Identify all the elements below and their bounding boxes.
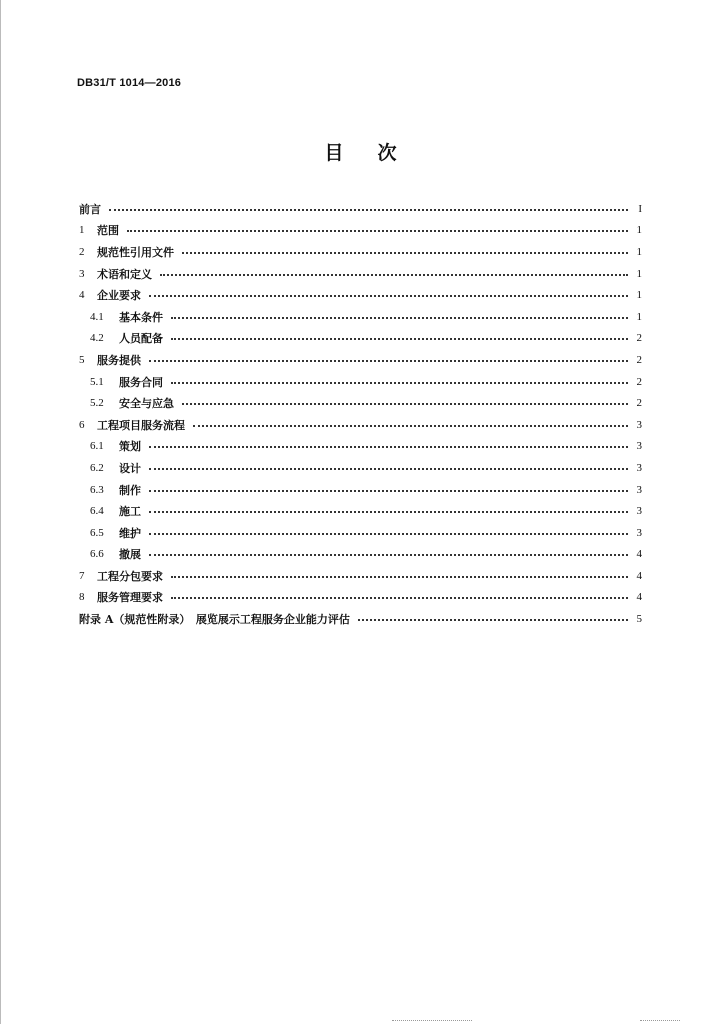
dot-leader: [149, 490, 628, 492]
scan-artifact: [640, 1020, 680, 1023]
dot-leader: [358, 619, 628, 621]
toc-entry-title: 撤展: [119, 548, 141, 562]
toc-entry-number: 7: [79, 569, 85, 582]
toc-entry-title: 制作: [119, 483, 141, 497]
dot-leader: [149, 511, 628, 513]
toc-entry[interactable]: [79, 241, 642, 263]
dot-leader: [109, 209, 628, 211]
dot-leader: [171, 317, 628, 319]
toc-entry[interactable]: [79, 436, 642, 458]
toc-entry-number: 6.4: [90, 505, 104, 518]
toc-entry[interactable]: [79, 500, 642, 522]
toc-entry-number: 8: [79, 591, 85, 604]
toc-entry-number: 3: [79, 267, 85, 280]
toc-entry-page: 5: [636, 613, 642, 626]
toc-entry-title: 术语和定义: [97, 267, 152, 281]
toc-entry[interactable]: [79, 479, 642, 501]
toc-entry-number: 5.1: [90, 375, 104, 388]
toc-entry-number: 6.6: [90, 548, 104, 561]
table-of-contents: [79, 198, 642, 630]
toc-entry-number: 6.1: [90, 440, 104, 453]
toc-entry[interactable]: [79, 371, 642, 393]
toc-entry-title: 规范性引用文件: [97, 245, 174, 259]
toc-entry-title: 基本条件: [119, 310, 163, 324]
toc-entry-number: 2: [79, 245, 85, 258]
toc-entry-page: 1: [636, 267, 642, 280]
toc-entry-title: 策划: [119, 440, 141, 454]
dot-leader: [149, 468, 628, 470]
toc-entry-page: 2: [636, 353, 642, 366]
toc-entry-title: 维护: [119, 526, 141, 540]
toc-entry-number: 6: [79, 418, 85, 431]
toc-entry[interactable]: [79, 263, 642, 285]
toc-entry-number: 4: [79, 289, 85, 302]
toc-entry-number: 6.3: [90, 483, 104, 496]
toc-entry-title: 施工: [119, 505, 141, 519]
dot-leader: [160, 274, 628, 276]
toc-entry[interactable]: [79, 284, 642, 306]
dot-leader: [171, 382, 628, 384]
toc-entry-page: 3: [636, 461, 642, 474]
toc-entry-number: 4.1: [90, 310, 104, 323]
toc-entry-page: 1: [636, 224, 642, 237]
toc-entry-page: 3: [636, 505, 642, 518]
toc-entry-title: 设计: [119, 461, 141, 475]
page-title: 目次: [324, 142, 431, 164]
toc-entry[interactable]: [79, 565, 642, 587]
toc-entry-page: 1: [636, 245, 642, 258]
toc-entry[interactable]: [79, 349, 642, 371]
toc-entry-number: 5: [79, 353, 85, 366]
toc-entry-number: 5.2: [90, 397, 104, 410]
toc-entry-page: 3: [636, 440, 642, 453]
toc-entry-page: 4: [636, 548, 642, 561]
toc-entry-title: 安全与应急: [119, 397, 174, 411]
toc-entry-title: 服务管理要求: [97, 591, 163, 605]
toc-entry-title: 企业要求: [97, 289, 141, 303]
toc-entry-page: 2: [636, 397, 642, 410]
toc-entry-page: 3: [636, 526, 642, 539]
toc-entry[interactable]: [79, 457, 642, 479]
toc-entry[interactable]: [79, 198, 642, 220]
scan-artifact: [392, 1020, 472, 1023]
toc-entry-title: 工程分包要求: [97, 569, 163, 583]
toc-entry-title: 服务提供: [97, 353, 141, 367]
dot-leader: [171, 597, 628, 599]
dot-leader: [149, 360, 628, 362]
toc-entry-title: 前言: [79, 202, 101, 216]
toc-entry-title: 服务合同: [119, 375, 163, 389]
dot-leader: [182, 403, 628, 405]
toc-entry-number: 6.2: [90, 461, 104, 474]
toc-entry-number: 1: [79, 224, 85, 237]
toc-entry-page: 2: [636, 375, 642, 388]
toc-entry[interactable]: [79, 220, 642, 242]
toc-entry-page: 3: [636, 418, 642, 431]
dot-leader: [149, 446, 628, 448]
dot-leader: [149, 533, 628, 535]
toc-entry[interactable]: [79, 306, 642, 328]
toc-entry-number: 6.5: [90, 526, 104, 539]
dot-leader: [171, 338, 628, 340]
toc-entry[interactable]: [79, 328, 642, 350]
toc-entry-number: 4.2: [90, 332, 104, 345]
toc-entry-title: 范围: [97, 224, 119, 238]
toc-entry-title: 附录 A（规范性附录） 展览展示工程服务企业能力评估: [79, 613, 350, 627]
toc-entry-page: 4: [636, 569, 642, 582]
toc-entry[interactable]: [79, 587, 642, 609]
toc-entry-page: 1: [636, 289, 642, 302]
toc-entry-page: 1: [636, 310, 642, 323]
toc-entry-page: 2: [636, 332, 642, 345]
toc-entry[interactable]: [79, 608, 642, 630]
toc-entry[interactable]: [79, 392, 642, 414]
dot-leader: [182, 252, 628, 254]
toc-entry-page: 3: [636, 483, 642, 496]
dot-leader: [193, 425, 628, 427]
dot-leader: [127, 230, 628, 232]
toc-entry[interactable]: [79, 414, 642, 436]
toc-entry-title: 人员配备: [119, 332, 163, 346]
toc-entry-page: I: [638, 202, 642, 215]
dot-leader: [149, 295, 628, 297]
standard-code: DB31/T 1014—2016: [77, 77, 182, 89]
dot-leader: [149, 554, 628, 556]
toc-entry-title: 工程项目服务流程: [97, 418, 185, 432]
toc-entry[interactable]: [79, 522, 642, 544]
dot-leader: [171, 576, 628, 578]
toc-entry-page: 4: [636, 591, 642, 604]
toc-entry[interactable]: [79, 544, 642, 566]
